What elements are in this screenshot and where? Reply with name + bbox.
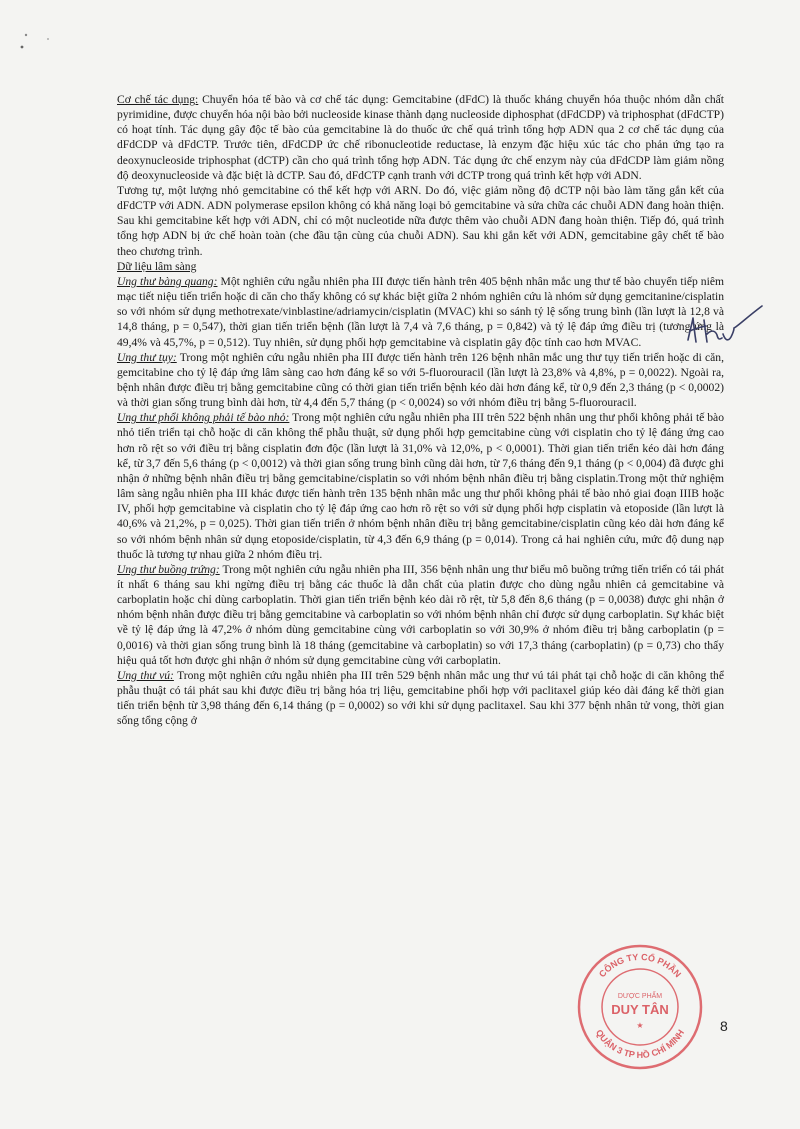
section-text: Trong một nghiên cứu ngẫu nhiên pha III trên 522 bệnh nhân ung thư phổi không phải tế bào nhỏ tiến triển tại chỗ hoặc di căn không thể phẫu thuật, sử dụng phối hợp gemcitabine cùng với cisplatin cho tỷ lệ đáng ứng cao hơn rõ rệt so với điều trị bằng cisplatin đơn độc (lần lượt là 31,0% và 12,0%, p < 0,0001). Thời gian tiến triển kéo dài hơn đáng kể, từ 3,7 đến 5,6 tháng (p < 0,0012) và thời gian sống trung bình cũng dài hơn, từ 7,6 tháng đến 9,1 tháng (p < 0,004) đã được ghi nhận ở những bệnh nhân điều trị bằng gemcitabine/cisplatin so với nhóm bệnh nhân điều trị bằng cisplatin.Trong một thử nghiệm lâm sàng ngẫu nhiên pha III khác được tiến hành trên 135 bệnh nhân mắc ung thư phổi không phải tế bào nhỏ giai đoạn IIIB hoặc IV, phối hợp gemcitabine và cisplatin cho tỷ lệ đáp ứng cao hơn rõ rệt so với sử dụng phối hợp cisplatin và etoposide (lần lượt là 40,6% và 21,2%, p = 0,025). Thời gian tiến triển ở nhóm bệnh nhân điều trị bằng gemcitabine/cisplatin cũng kéo dài hơn đáng kể so với nhóm bệnh nhân sử dụng etoposide/cisplatin, từ 4,3 đến 6,9 tháng (p = 0,014). Trong cả hai nghiên cứu, mức độ dung nạp thuốc là tương tự nhau giữa 2 nhóm điều trị. bbox=[117, 411, 724, 561]
mechanism-paragraph bbox=[117, 92, 724, 183]
section-lung bbox=[117, 410, 724, 562]
page-number: 8 bbox=[720, 1018, 728, 1034]
section-bladder bbox=[117, 274, 724, 350]
section-heading: Ung thư tụy: bbox=[117, 350, 177, 364]
section-heading: Ung thư bàng quang: bbox=[117, 274, 218, 288]
svg-text:QUẬN 3 TP HỒ CHÍ MINH: QUẬN 3 TP HỒ CHÍ MINH bbox=[593, 1027, 687, 1061]
mechanism-text: Chuyển hóa tế bào và cơ chế tác dụng: Gemcitabine (dFdC) là thuốc kháng chuyển hóa thuộc nhóm dẫn chất pyrimidine, được chuyển hóa nội bào bởi nucleoside kinase thành dạng nucleoside diphosphat (dFdCDP) và triphosphat (dFdCTP) có hoạt tính. Tác dụng gây độc tế bào của gemcitabine là do thuốc ức chế quá trình tổng hợp ADN qua 2 cơ chế tác dụng của dFdCDP và dFdCTP. Trước tiên, dFdCDP ức chế ribonucleotide reductase, là enzym đặc hiệu xúc tác cho phản ứng tạo ra deoxynucleoside triphosphat (dCTP) cần cho quá trình tổng hợp ADN. Tác dụng ức chế enzym này của dFdCDP làm giảm nồng độ deoxynucleoside và đặc biệt là dCTP. Sau đó, dFdCTP cạnh tranh với dCTP trong quá trình kết hợp với ADN. bbox=[117, 93, 725, 182]
svg-text:★: ★ bbox=[636, 1021, 644, 1030]
section-heading: Ung thư phổi không phải tế bào nhỏ: bbox=[117, 411, 290, 425]
section-heading: Ung thư vú: bbox=[117, 668, 174, 682]
clinical-data-heading: Dữ liệu lâm sàng bbox=[117, 259, 197, 273]
company-seal bbox=[575, 942, 705, 1072]
section-ovary bbox=[117, 562, 724, 668]
svg-text:CÔNG TY CỔ PHẦN: CÔNG TY CỔ PHẦN bbox=[597, 951, 683, 980]
section-text: Một nghiên cứu ngẫu nhiên pha III được tiến hành trên 405 bệnh nhân mắc ung thư tế bào chuyển tiếp niêm mạc tiết niệu tiến triển hoặc di căn cho thấy không có sự khác biệt giữa 2 nhóm nghiên cứu là nhóm sử dụng gemcitanine/cisplatin so với nhóm sử dụng methotrexate/vinblastine/adriamycin/cisplatin (MVAC) khi so sánh tỷ lệ sống trung bình (lần lượt là 12,8 và 14,8 tháng, p = 0,547), thời gian tiến triển bệnh (lần lượt là 7,4 và 7,6 tháng, p = 0,842) và tỷ lệ đáp ứng điều trị (tương ứng là 49,4% và 45,7%, p = 0,512). Tuy nhiên, sử dụng phối hợp gemcitabine và cisplatin gây độc tính cao hơn MVAC. bbox=[117, 274, 724, 349]
section-heading: Ung thư buồng trứng: bbox=[117, 562, 220, 576]
svg-text:DƯỢC PHẨM: DƯỢC PHẨM bbox=[617, 993, 663, 1000]
svg-text:DUY TÂN: DUY TÂN bbox=[611, 1002, 669, 1017]
section-text: Trong một nghiên cứu ngẫu nhiên pha III được tiến hành trên 126 bệnh nhân mắc ung thư tụy tiến triển hoặc di căn, gemcitabine cho tỷ lệ đáp ứng lâm sàng cao hơn đáng kể so với 5-fluorouracil (lần lượt là 23,8% và 4,8%, p = 0,0022). Ngoài ra, bệnh nhân được điều trị bằng gemcitabine cũng có thời gian tiến triển bệnh kéo dài hơn đáng kể, từ 0,9 đến 2,3 tháng (p < 0,0002) và thời gian sống trung bình dài hơn, từ 4,4 đến 5,7 tháng (p < 0,0024) so với nhóm điều trị bằng 5-fluorouracil. bbox=[117, 350, 724, 410]
mechanism-paragraph-2: Tương tự, một lượng nhỏ gemcitabine có thể kết hợp với ARN. Do đó, việc giảm nồng độ dCTP nội bào làm tăng gắn kết của dFdCTP với ADN. ADN polymerase epsilon không có khả năng loại bỏ gemcitabine và sửa chữa các chuỗi ADN đang hoàn thiện. Sau khi gemcitabine kết hợp với ADN, chỉ có một nucleotide nữa được thêm vào chuỗi ADN đang hoàn thiện. Tiếp đó, quá trình tổng hợp ADN bị ức chế hoàn toàn (che đầu tận cùng của chuỗi ADN). Sau khi gắn kết với ADN, gemcitabine gây chết tế bào theo chương trình. bbox=[117, 183, 724, 258]
section-pancreas bbox=[117, 350, 724, 411]
section-breast bbox=[117, 668, 724, 729]
section-text: Trong một nghiên cứu ngẫu nhiên pha III trên 529 bệnh nhân mắc ung thư vú tái phát tại chỗ hoặc di căn không thể phẫu thuật có tái phát sau khi được điều trị bằng hóa trị liệu, gemcitabine phối hợp với paclitaxel giúp kéo dài đáng kể thời gian tiến triển bệnh từ 3,98 tháng đến 6,14 tháng (p = 0,0002) so với khi sử dụng paclitaxel. Sau khi 377 bệnh nhân tử vong, thời gian sống tổng cộng ở bbox=[117, 668, 724, 728]
handwritten-signature bbox=[676, 304, 766, 354]
document-body bbox=[117, 92, 724, 729]
section-text: Trong một nghiên cứu ngẫu nhiên pha III, 356 bệnh nhân ung thư biểu mô buồng trứng tiến triển có tái phát ít nhất 6 tháng sau khi ngừng điều trị bằng các thuốc là dẫn chất của platin được cho dùng ngẫu nhiên cả gemcitabine và carboplatin hoặc chỉ dùng carboplatin. Thời gian tiến triển bệnh kéo dài rõ rệt, từ 5,8 đến 8,6 tháng (p = 0,0038) được ghi nhận ở nhóm bệnh nhân được điều trị bằng gemcitabine và carboplatin so với nhóm bệnh nhân chỉ được sử dụng carboplatin. Sự khác biệt về tỷ lệ đáp ứng là 47,2% ở nhóm dùng gemcitabine cùng với carboplatin so với 30,9% ở nhóm điều trị bằng carboplatin (p = 0,0016) và thời gian sống trung bình là 18 tháng (gemcitabine và carboplatin) so với 17,3 tháng (carboplatin) (p = 0,73) cho thấy hiệu quả tốt hơn được ghi nhận ở nhóm sử dụng gemcitabine cùng với carboplatin. bbox=[117, 562, 724, 667]
mechanism-heading: Cơ chế tác dụng: bbox=[117, 93, 199, 106]
scan-specks bbox=[20, 30, 60, 50]
